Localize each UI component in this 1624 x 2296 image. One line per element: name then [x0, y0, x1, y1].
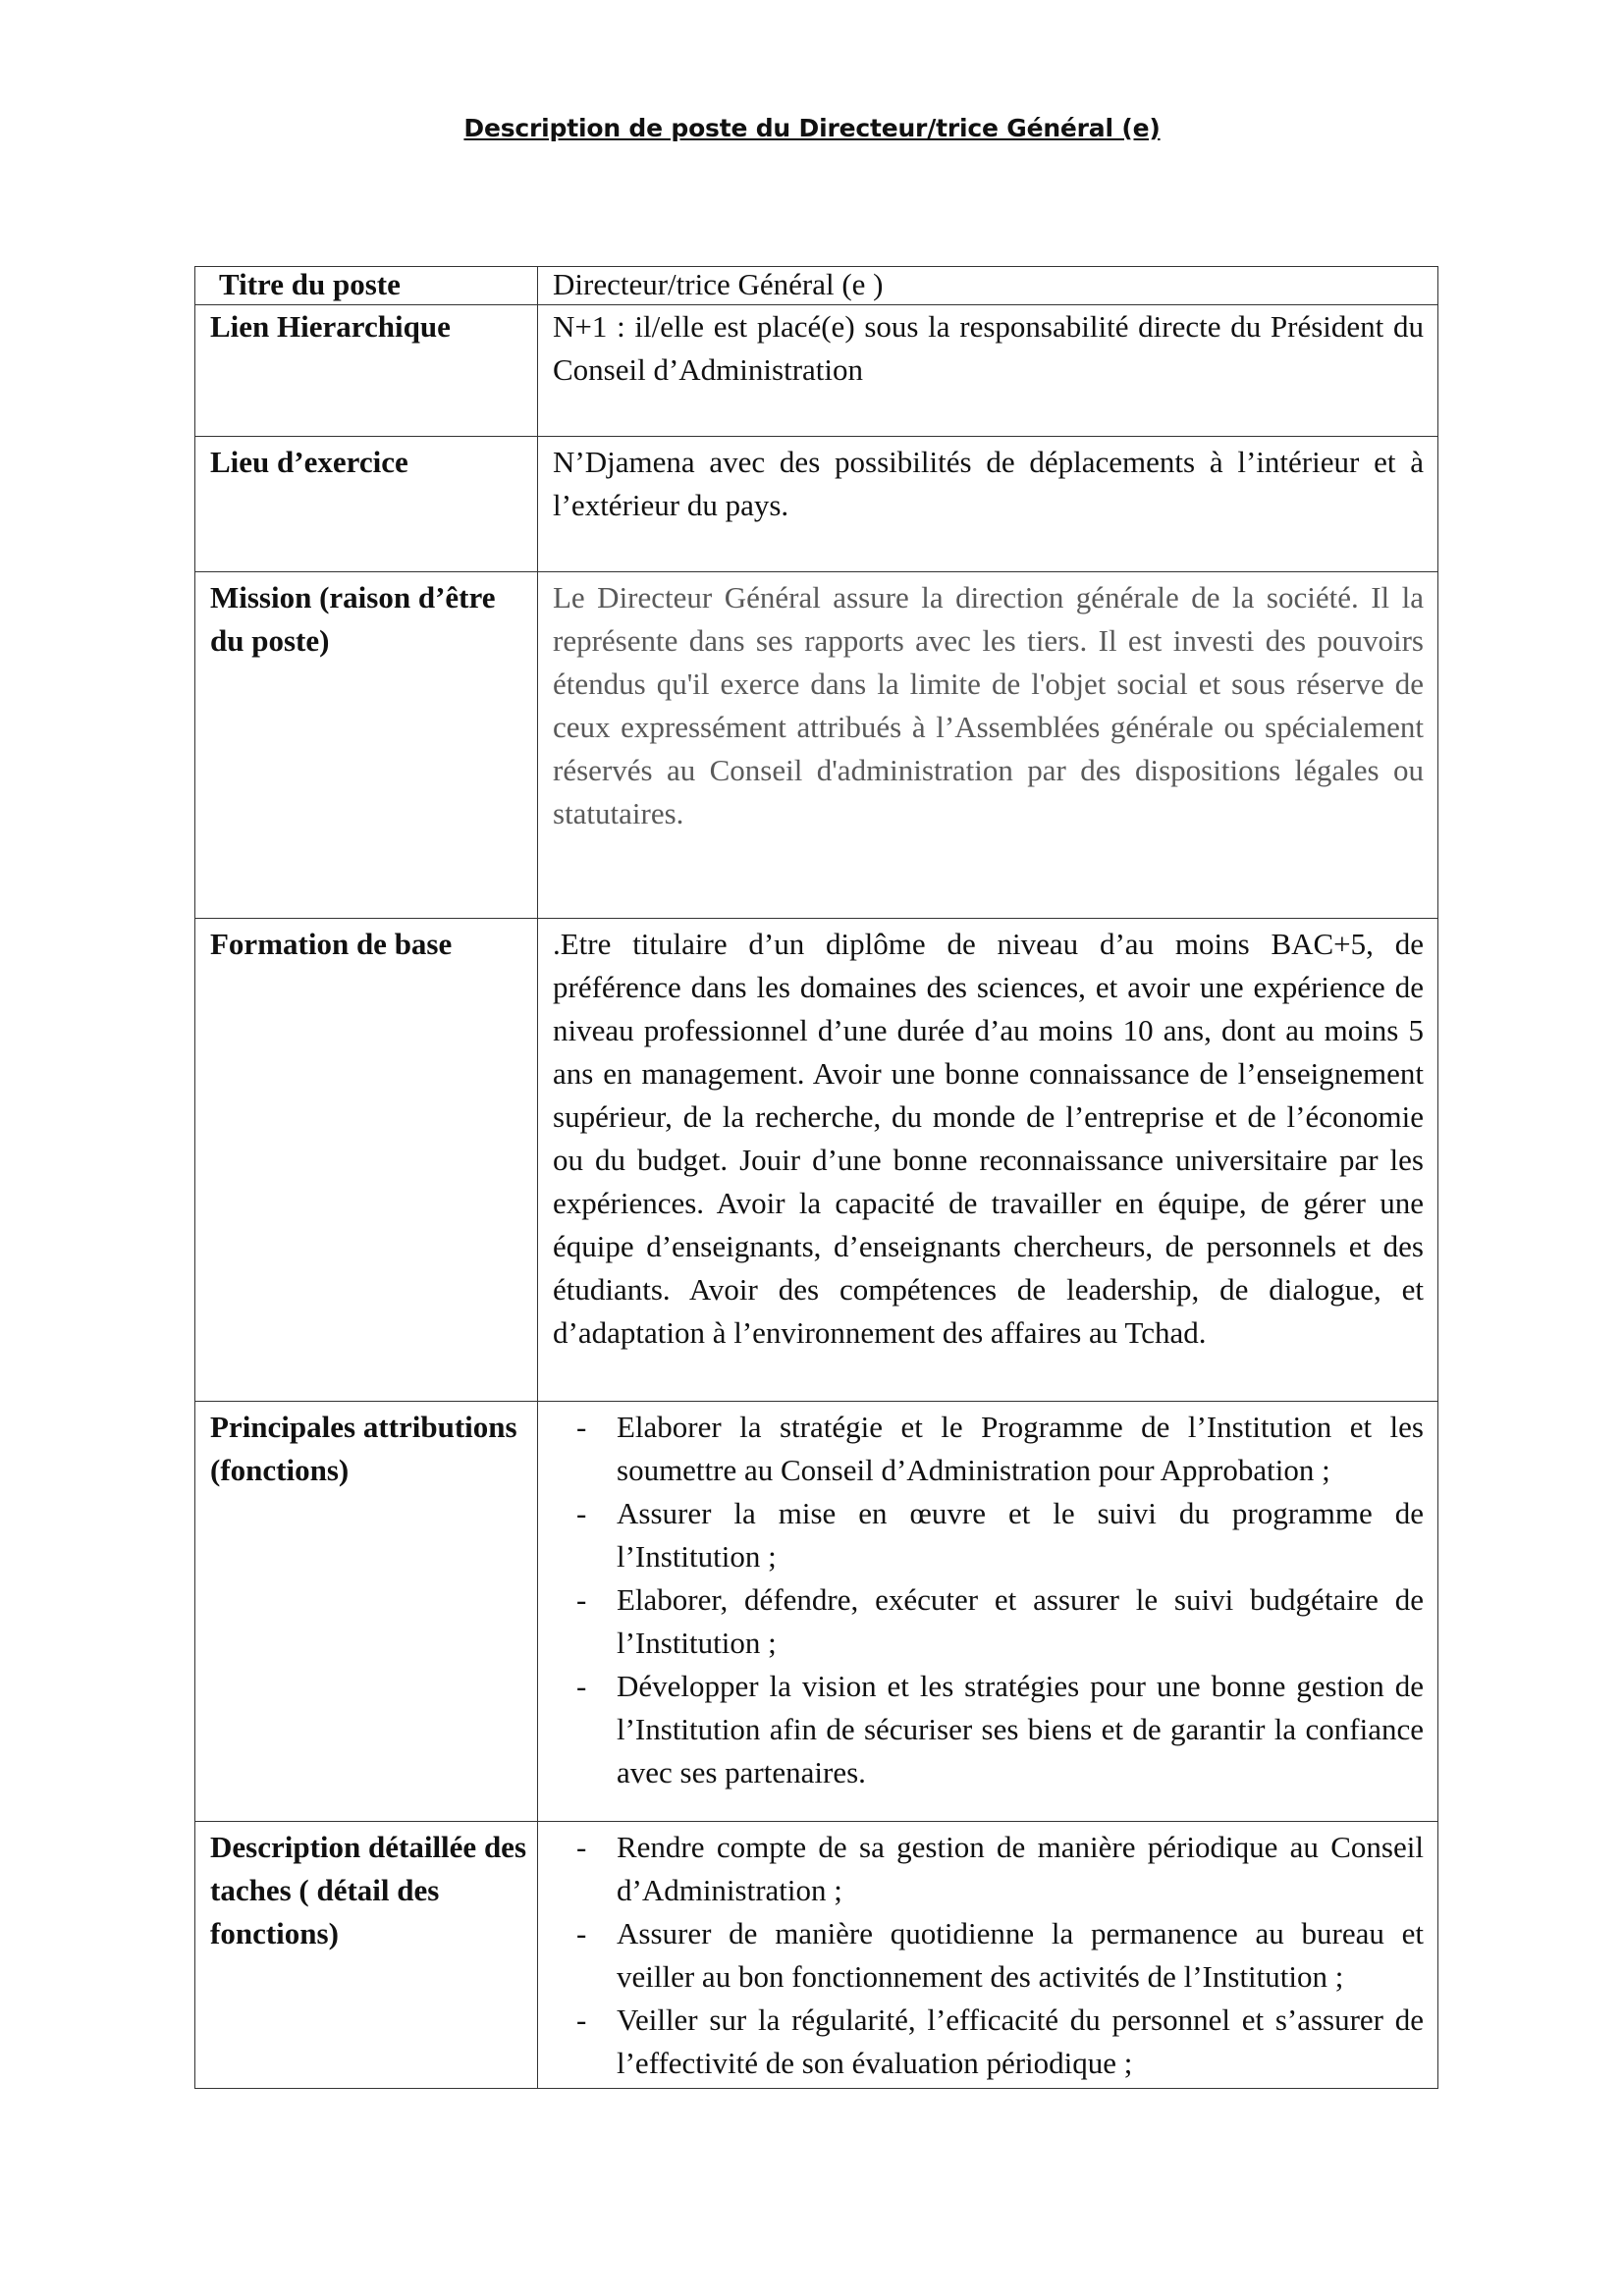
value-description-taches — [538, 1822, 1438, 2089]
table-row-titre — [195, 267, 1438, 305]
list-item: - Elaborer, défendre, exécuter et assurer le suivi budgétaire de l’Institution ; — [553, 1578, 1424, 1665]
value-titre-du-poste: Directeur/trice Général (e ) — [538, 267, 1438, 305]
table-row-lien-hierarchique — [195, 305, 1438, 437]
job-description-table — [194, 266, 1438, 2089]
label-formation-de-base: Formation de base — [195, 919, 538, 1402]
label-lieu-exercice: Lieu d’exercice — [195, 437, 538, 572]
table-row-description-taches — [195, 1822, 1438, 2089]
table-row-formation — [195, 919, 1438, 1402]
value-formation-de-base: .Etre titulaire d’un diplôme de niveau d’au moins BAC+5, de préférence dans les domaines des sciences, et avoir une expérience de niveau professionnel d’une durée d’au moins 10 ans, dont au moins 5 ans en management. Avoir une bonne connaissance de l’enseignement supérieur, de la recherche, du monde de l’entreprise et de l’économie ou du budget. Jouir d’une bonne reconnaissance universitaire par les expériences. Avoir la capacité de travailler en équipe, de gérer une équipe d’enseignants, d’enseignants chercheurs, de personnels et des étudiants. Avoir des compétences de leadership, de dialogue, et d’adaptation à l’environnement des affaires au Tchad. — [538, 919, 1438, 1402]
list-item: - Développer la vision et les stratégies pour une bonne gestion de l’Institution afin de sécuriser ses biens et de garantir la confiance avec ses partenaires. — [553, 1665, 1424, 1794]
table-row-lieu-exercice — [195, 437, 1438, 572]
label-description-taches: Description détaillée des taches ( détail des fonctions) — [195, 1822, 538, 2089]
table-row-mission — [195, 572, 1438, 919]
value-lien-hierarchique: N+1 : il/elle est placé(e) sous la responsabilité directe du Président du Conseil d’Administration — [538, 305, 1438, 437]
taches-list — [553, 1826, 1424, 2085]
list-item: - Veiller sur la régularité, l’efficacité du personnel et s’assurer de l’effectivité de son évaluation périodique ; — [553, 1999, 1424, 2085]
label-lien-hierarchique: Lien Hierarchique — [195, 305, 538, 437]
list-item: - Rendre compte de sa gestion de manière périodique au Conseil d’Administration ; — [553, 1826, 1424, 1912]
attributions-list — [553, 1406, 1424, 1794]
label-titre-du-poste: Titre du poste — [195, 267, 538, 305]
list-item: - Elaborer la stratégie et le Programme de l’Institution et les soumettre au Conseil d’Administration pour Approbation ; — [553, 1406, 1424, 1492]
list-item: - Assurer de manière quotidienne la permanence au bureau et veiller au bon fonctionnement des activités de l’Institution ; — [553, 1912, 1424, 1999]
table-row-attributions — [195, 1402, 1438, 1822]
label-mission: Mission (raison d’être du poste) — [195, 572, 538, 919]
value-mission: Le Directeur Général assure la direction générale de la société. Il la représente dans ses rapports avec les tiers. Il est investi des pouvoirs étendus qu'il exerce dans la limite de l'objet social et sous réserve de ceux expressément attribués à l’Assemblées générale ou spécialement réservés au Conseil d'administration par des dispositions légales ou statutaires. — [538, 572, 1438, 919]
value-lieu-exercice: N’Djamena avec des possibilités de déplacements à l’intérieur et à l’extérieur du pays. — [538, 437, 1438, 572]
list-item: - Assurer la mise en œuvre et le suivi du programme de l’Institution ; — [553, 1492, 1424, 1578]
document-title: Description de poste du Directeur/trice Général (e) — [463, 114, 1161, 142]
value-principales-attributions — [538, 1402, 1438, 1822]
label-principales-attributions: Principales attributions (fonctions) — [195, 1402, 538, 1822]
